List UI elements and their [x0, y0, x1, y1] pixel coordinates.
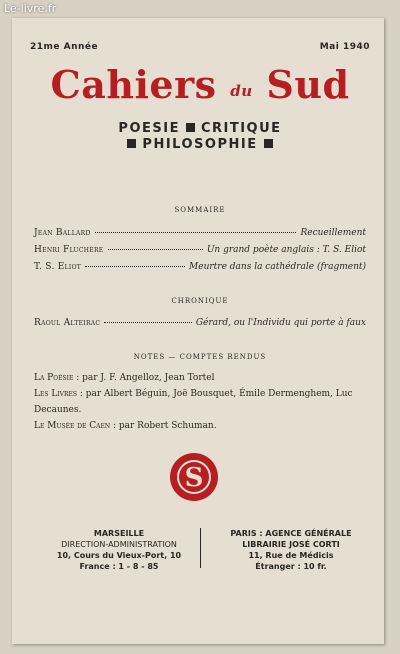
watermark-text: Le-livre.fr [4, 2, 57, 15]
magazine-title [0, 62, 400, 107]
footer-right-address: 11, Rue de Médicis [248, 551, 334, 560]
footer-left-price: France : 1 - 8 - 85 [79, 562, 159, 571]
entry-work: Meurtre dans la cathédrale (fragment) [189, 262, 366, 272]
sommaire-entry [34, 262, 366, 272]
leader-dots [108, 249, 203, 250]
footer-right-shop: LIBRAIRIE JOSÉ CORTI [242, 540, 340, 549]
subtitle-poesie: POESIE [118, 121, 180, 136]
title-word-du: du [230, 82, 253, 100]
sommaire-entry [34, 228, 366, 238]
square-bullet-icon [127, 139, 136, 148]
entry-work: Un grand poète anglais : T. S. Eliot [206, 245, 366, 255]
footer-marseille [44, 528, 194, 572]
title-word-cahiers: Cahiers [50, 62, 217, 107]
cover-header [30, 42, 370, 52]
subtitle-critique: CRITIQUE [200, 121, 282, 136]
subtitle-line-1 [0, 121, 400, 136]
sommaire-heading: SOMMAIRE [174, 206, 226, 214]
notes-item-text: : par Albert Béguin, Joë Bousquet, Émile Dermenghem, Luc Decaunes. [34, 389, 353, 415]
footer-left-address: 10, Cours du Vieux-Port, 10 [56, 551, 182, 560]
footer-right-price: Étranger : 10 fr. [255, 562, 327, 571]
footer-divider [200, 528, 201, 568]
entry-work: Recueillement [300, 228, 366, 238]
square-bullet-icon [264, 139, 273, 148]
subtitle-line-2 [0, 137, 400, 152]
logo-letter: S [184, 463, 204, 493]
notes-heading: NOTES — COMPTES RENDUS [133, 353, 267, 361]
entry-author: T. S. Eliot [34, 262, 82, 272]
notes-list [34, 370, 366, 434]
entry-author: Henri Fluchère [34, 245, 104, 255]
notes-item [34, 370, 366, 386]
logo-s-icon [174, 457, 214, 497]
subtitle-philosophie: PHILOSOPHIE [142, 137, 258, 152]
edition-year: 21me Année [30, 42, 99, 52]
entry-author: Raoul Alteirac [34, 318, 101, 328]
sommaire-entry [34, 245, 366, 255]
chronique-entry [34, 318, 366, 328]
edition-date: Mai 1940 [319, 42, 370, 52]
notes-item-label: Les Livres [34, 389, 78, 399]
footer-left-role: DIRECTION-ADMINISTRATION [61, 540, 177, 549]
notes-item [34, 386, 366, 418]
square-bullet-icon [186, 123, 195, 132]
title-word-sud: Sud [266, 62, 350, 107]
leader-dots [85, 266, 185, 267]
entry-work: Gérard, ou l'Individu qui porte à faux [195, 318, 366, 328]
leader-dots [95, 232, 297, 233]
notes-item-label: Le Musée de Caen [34, 421, 111, 431]
notes-item-label: La Poésie [34, 373, 74, 383]
notes-item-text: : par Robert Schuman. [110, 421, 217, 431]
chronique-heading: CHRONIQUE [171, 297, 229, 305]
footer-paris [212, 528, 370, 572]
notes-item [34, 418, 366, 434]
publisher-logo-icon [170, 453, 218, 501]
footer-right-city: PARIS : AGENCE GÉNÉRALE [230, 529, 352, 538]
footer-left-city: MARSEILLE [93, 529, 145, 538]
entry-author: Jean Ballard [34, 228, 91, 238]
leader-dots [104, 322, 192, 323]
notes-item-text: : par J. F. Angelloz, Jean Tortel [73, 373, 215, 383]
